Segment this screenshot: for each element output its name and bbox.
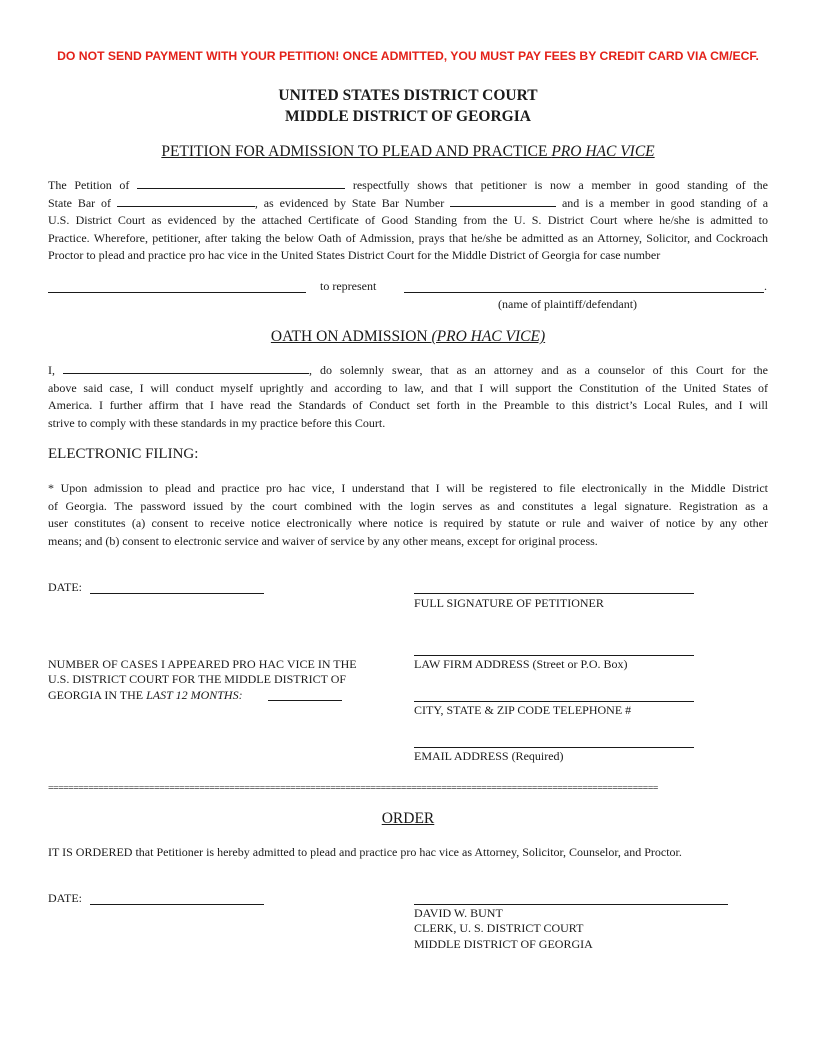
petition-heading-italic: PRO HAC VICE — [551, 143, 655, 160]
petition-line-2-text: and is a member in good standing of a — [561, 195, 769, 210]
petition-line-1 — [48, 177, 768, 195]
cases-count-field[interactable] — [268, 700, 342, 701]
oath-line-1-text: , do solemnly swear, that as an attorney and as a counselor of this Court for the — [309, 363, 768, 377]
oath-paragraph — [48, 362, 768, 432]
court-district: MIDDLE DISTRICT OF GEORGIA — [285, 108, 531, 125]
petition-paragraph — [48, 177, 768, 265]
bar-number-field[interactable] — [450, 195, 556, 207]
petition-line-2 — [48, 195, 768, 213]
oath-name-field[interactable] — [63, 362, 309, 374]
clerk-name: DAVID W. BUNT — [414, 906, 503, 920]
cases-line-3-italic: LAST 12 MONTHS: — [146, 688, 243, 702]
clerk-signature-field[interactable] — [414, 904, 728, 905]
payment-warning: DO NOT SEND PAYMENT WITH YOUR PETITION! ONCE ADMITTED, YOU MUST PAY FEES BY CREDIT CARD VIA CM/ECF. — [57, 49, 759, 63]
bar-number-label: , as evidenced by State Bar Number — [254, 195, 445, 210]
represent-period: . — [764, 279, 767, 293]
petition-heading-text: PETITION FOR ADMISSION TO PLEAD AND PRACTICE — [161, 143, 552, 160]
petition-heading — [0, 143, 816, 161]
cases-line-1: NUMBER OF CASES I APPEARED PRO HAC VICE IN THE — [48, 657, 357, 671]
party-label: (name of plaintiff/defendant) — [498, 297, 638, 311]
clerk-district: MIDDLE DISTRICT OF GEORGIA — [414, 937, 593, 951]
law-firm-field[interactable] — [414, 655, 694, 656]
date-label: DATE: — [48, 580, 82, 594]
state-bar-label: State Bar of — [48, 195, 112, 210]
cases-line-3 — [48, 688, 243, 703]
law-firm-label: LAW FIRM ADDRESS (Street or P.O. Box) — [414, 657, 628, 671]
efiling-line-1: * Upon admission to plead and practice pro hac vice, I understand that I will be registered to file electronically in the Middle District — [48, 481, 768, 495]
order-date-label: DATE: — [48, 891, 82, 905]
oath-line-2: above said case, I will conduct myself uprightly and according to law, and that I will support the Constitution of the United States of — [48, 380, 768, 395]
efiling-line-4: means; and (b) consent to electronic service and waiver of service by any other means, except for original process. — [48, 533, 598, 548]
section-divider: ========================================================================================================================= — [48, 783, 658, 794]
order-text: IT IS ORDERED that Petitioner is hereby admitted to plead and practice pro hac vice as Attorney, Solicitor, Counselor, and Proctor. — [48, 845, 682, 859]
petition-line-4: Practice. Wherefore, petitioner, after taking the below Oath of Admission, prays that he/she be admitted as an Attorney, Solicitor, and Cockroach — [48, 230, 768, 245]
petition-line-3: U.S. District Court as evidenced by the attached Certificate of Good Standing from the U. S. District Court where he/she is admitted to — [48, 213, 768, 228]
state-bar-field[interactable] — [117, 195, 255, 207]
oath-heading-text: OATH ON ADMISSION — [270, 328, 432, 345]
oath-heading — [0, 328, 816, 346]
oath-i-label: I, — [48, 363, 55, 377]
to-represent-label: to represent — [320, 279, 377, 293]
efiling-title: ELECTRONIC FILING: — [48, 446, 199, 462]
oath-line-4: strive to comply with these standards in my practice before this Court. — [48, 415, 386, 430]
signature-field[interactable] — [414, 593, 694, 594]
full-signature-label: FULL SIGNATURE OF PETITIONER — [414, 596, 604, 610]
efiling-paragraph — [48, 480, 768, 550]
order-date-field[interactable] — [90, 904, 264, 905]
represented-party-field[interactable] — [404, 292, 764, 293]
case-number-field[interactable] — [48, 292, 306, 293]
email-field[interactable] — [414, 747, 694, 748]
city-state-label: CITY, STATE & ZIP CODE TELEPHONE # — [414, 703, 632, 717]
efiling-line-2: of Georgia. The password issued by the court combined with the login serves as and constitutes a legal signature. Registration as a — [48, 498, 768, 513]
petitioner-name-field[interactable] — [137, 177, 345, 189]
cases-line-3-text: GEORGIA IN THE — [48, 688, 147, 702]
email-label: EMAIL ADDRESS (Required) — [414, 749, 564, 763]
oath-heading-italic: (PRO HAC VICE) — [431, 328, 546, 345]
city-state-field[interactable] — [414, 701, 694, 702]
order-title: ORDER — [381, 810, 435, 827]
cases-line-2: U.S. DISTRICT COURT FOR THE MIDDLE DISTRICT OF — [48, 672, 347, 686]
petition-of-label: The Petition of — [48, 178, 130, 192]
oath-line-1 — [48, 362, 768, 380]
efiling-line-3: user constitutes (a) consent to receive notice electronically where notice is required by statute or rule and waiver of notice by any other — [48, 516, 768, 531]
court-name: UNITED STATES DISTRICT COURT — [278, 87, 538, 104]
oath-line-3: America. I further affirm that I have read the Standards of Conduct set forth in the Preamble to this district’s Local Rules, and I will — [48, 398, 768, 413]
petition-line-5: Proctor to plead and practice pro hac vice in the United States District Court for the Middle District of Georgia for case number — [48, 248, 661, 263]
clerk-title: CLERK, U. S. DISTRICT COURT — [414, 921, 584, 935]
date-field[interactable] — [90, 593, 264, 594]
petition-line-1-text: respectfully shows that petitioner is now a member in good standing of the — [352, 178, 769, 192]
